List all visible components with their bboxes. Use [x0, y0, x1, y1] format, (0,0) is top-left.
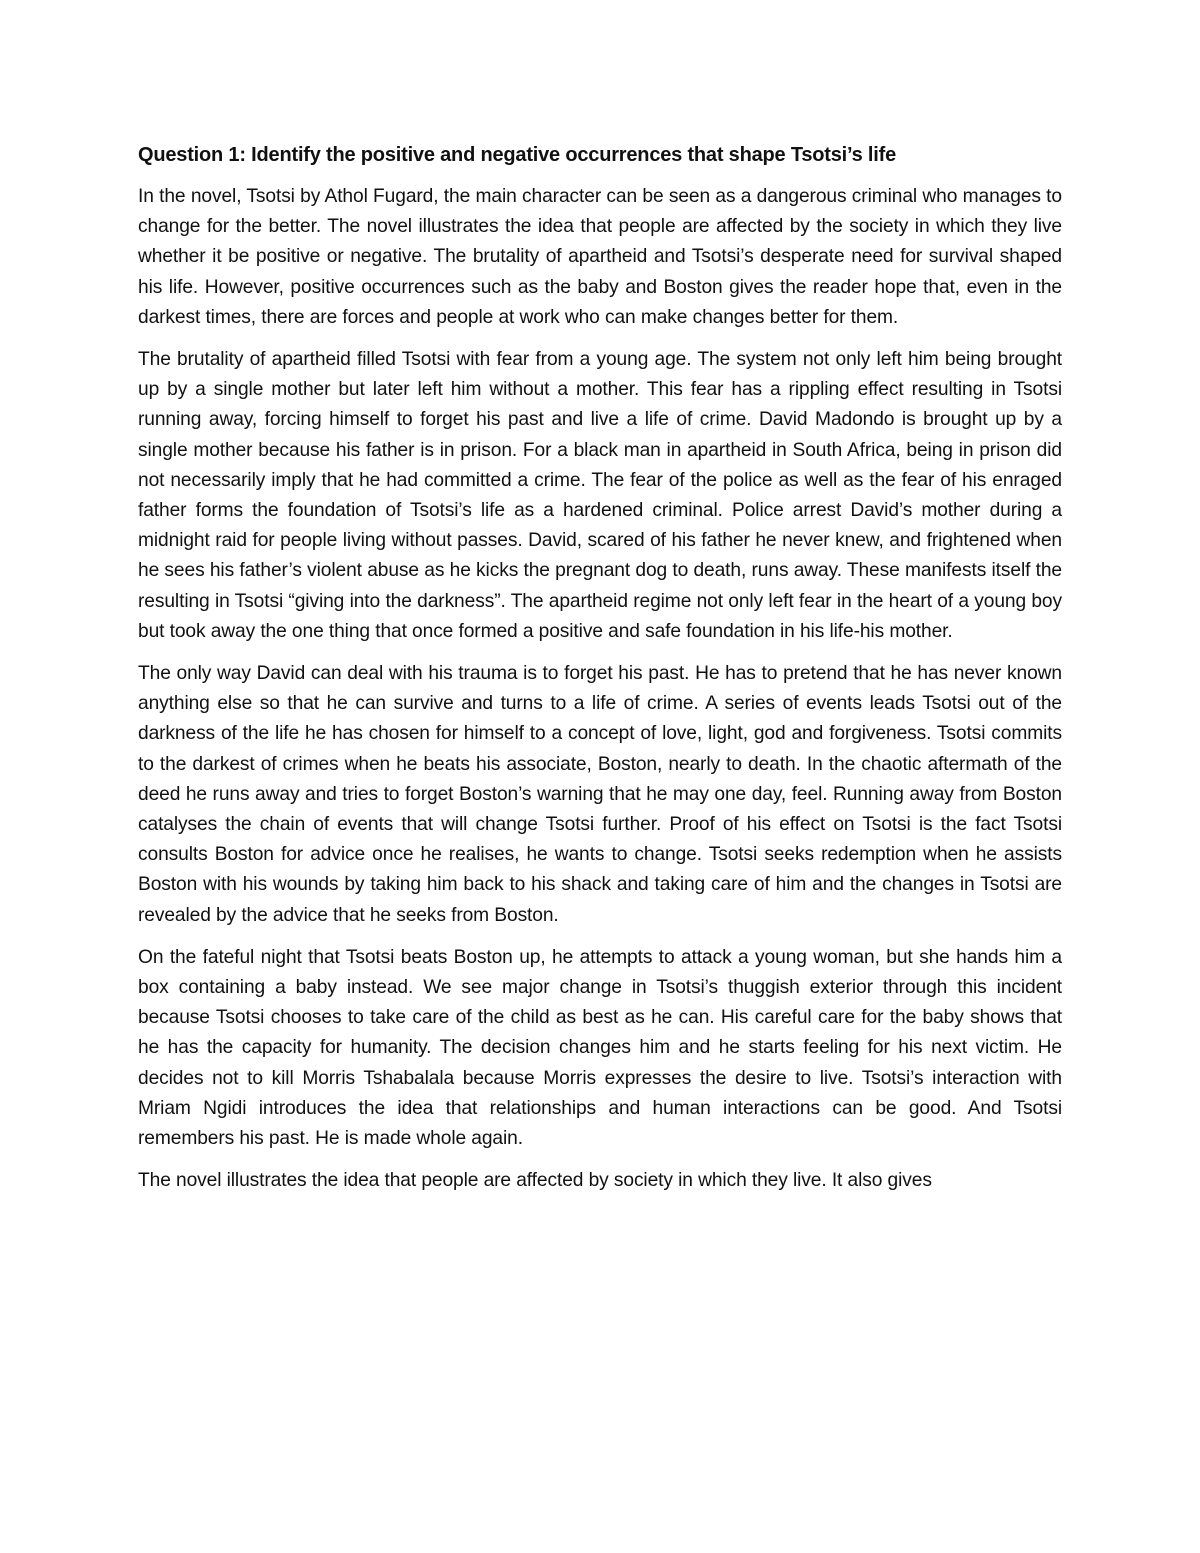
paragraph-intro: In the novel, Tsotsi by Athol Fugard, the main character can be seen as a dangerous criminal who manages to change for the better. The novel illustrates the idea that people are affected by the society in which they live whether it be positive or negative. The brutality of apartheid and Tsotsi’s desperate need for survival shaped his life. However, positive occurrences such as the baby and Boston gives the reader hope that, even in the darkest times, there are forces and people at work who can make changes better for them. [138, 186, 1062, 328]
paragraph-baby: On the fateful night that Tsotsi beats Boston up, he attempts to attack a young woman, but she hands him a box containing a baby instead. We see major change in Tsotsi’s thuggish exterior through this incident because Tsotsi chooses to take care of the child as best as he can. His careful care for the baby shows that he has the capacity for humanity. The decision changes him and he starts feeling for his next victim. He decides not to kill Morris Tshabalala because Morris expresses the desire to live. Tsotsi’s interaction with Mriam Ngidi introduces the idea that relationships and human interactions can be good. And Tsotsi remembers his past. He is made whole again. [138, 946, 1062, 1150]
paragraph-conclusion-start: The novel illustrates the idea that people are affected by society in which they live. It also gives [138, 1170, 932, 1192]
paragraph-trauma: The only way David can deal with his trauma is to forget his past. He has to pretend that he has never known anything else so that he can survive and turns to a life of crime. A series of events leads Tsotsi out of the darkness of the life he has chosen for himself to a concept of love, light, god and forgiveness. Tsotsi commits to the darkest of crimes when he beats his associate, Boston, nearly to death. In the chaotic aftermath of the deed he runs away and tries to forget Boston’s warning that he may one day, feel. Running away from Boston catalyses the chain of events that will change Tsotsi further. Proof of his effect on Tsotsi is the fact Tsotsi consults Boston for advice once he realises, he wants to change. Tsotsi seeks redemption when he assists Boston with his wounds by taking him back to his shack and taking care of him and the changes in Tsotsi are revealed by the advice that he seeks from Boston. [138, 663, 1062, 926]
paragraph-apartheid: The brutality of apartheid filled Tsotsi with fear from a young age. The system not only left him being brought up by a single mother but later left him without a mother. This fear has a rippling effect resulting in Tsotsi running away, forcing himself to forget his past and live a life of crime. David Madondo is brought up by a single mother because his father is in prison. For a black man in apartheid in South Africa, being in prison did not necessarily imply that he had committed a crime. The fear of the police as well as the fear of his enraged father forms the foundation of Tsotsi’s life as a hardened criminal. Police arrest David’s mother during a midnight raid for people living without passes. David, scared of his father he never knew, and frightened when he sees his father’s violent abuse as he kicks the pregnant dog to death, runs away. These manifests itself the resulting in Tsotsi “giving into the darkness”. The apartheid regime not only left fear in the heart of a young boy but took away the one thing that once formed a positive and safe foundation in his life-his mother. [138, 349, 1062, 642]
question-title: Question 1: Identify the positive and negative occurrences that shape Tsotsi’s life [138, 144, 897, 166]
document-body [138, 140, 1062, 1209]
